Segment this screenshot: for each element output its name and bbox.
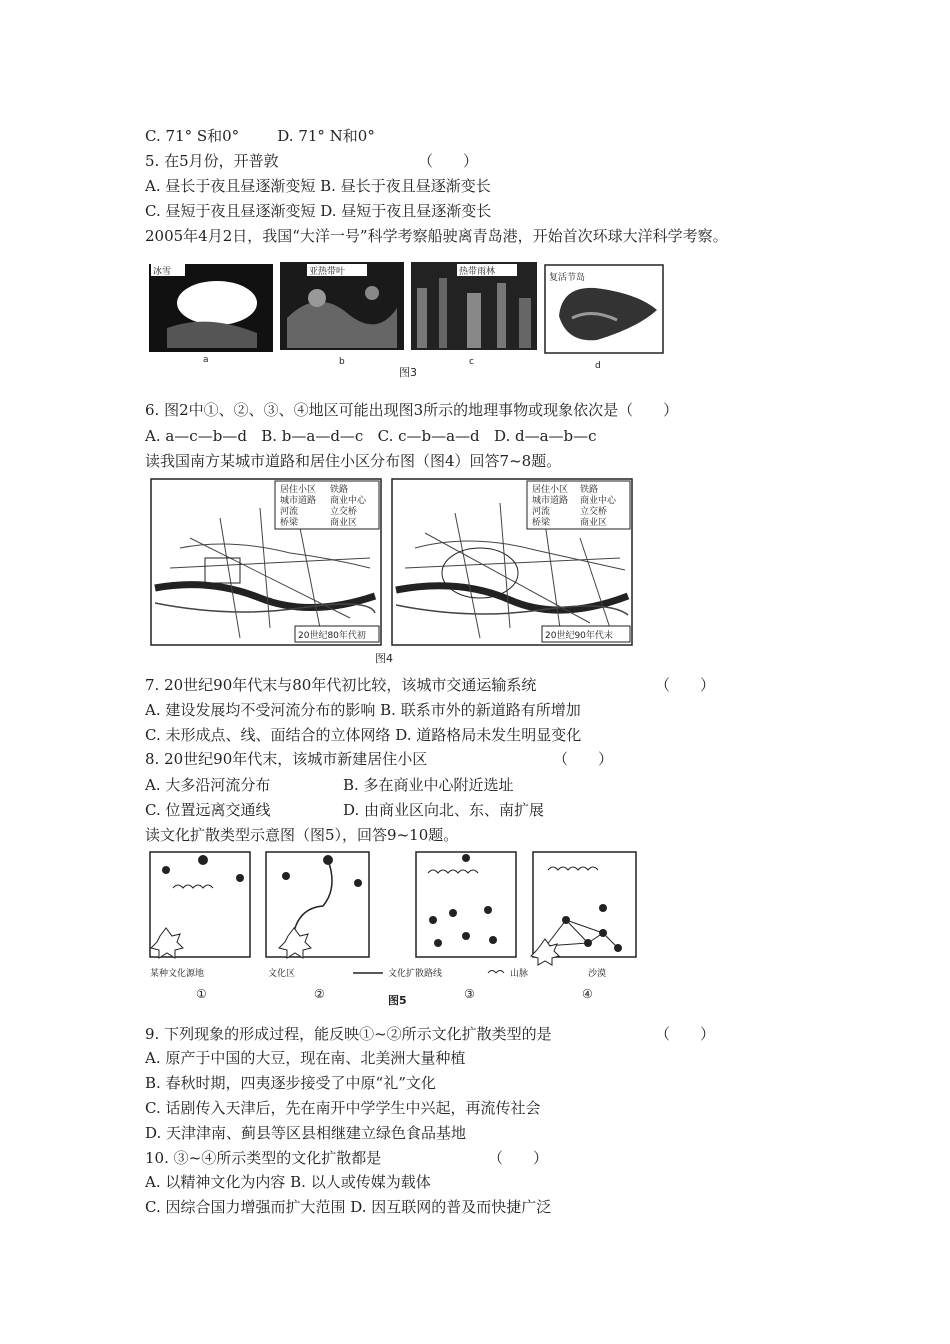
q9-answer-paren: （ ） bbox=[655, 1025, 716, 1043]
q6-options: A. a—c—b—d B. b—a—d—c C. c—b—a—d D. d—a—b—c bbox=[145, 427, 597, 445]
intro-city: 读我国南方某城市道路和居住小区分布图（图4）回答7~8题。 bbox=[145, 452, 562, 470]
fig5-caption: 图5 bbox=[388, 994, 407, 1007]
q9-option-c: C. 话剧传入天津后，先在南开中学学生中兴起，再流传社会 bbox=[145, 1099, 541, 1117]
fig4-legend-2: 城市道路 bbox=[280, 496, 317, 506]
fig5-legend-origin: 某种文化源地 bbox=[150, 969, 205, 979]
fig3-panel-a-title: 冰雪 bbox=[153, 267, 172, 277]
fig5-legend-mountain: 山脉 bbox=[510, 969, 529, 979]
fig5-panel-4 bbox=[531, 852, 636, 1001]
fig5-panel-2-number: ② bbox=[314, 987, 325, 1001]
q8-option-d: D. 由商业区向北、东、南扩展 bbox=[343, 801, 545, 819]
fig3-panel-b-title: 亚热带叶 bbox=[309, 267, 346, 277]
q10-stem: 10. ③~④所示类型的文化扩散都是 bbox=[145, 1149, 382, 1167]
fig3-panel-c bbox=[411, 262, 537, 367]
q8-option-b: B. 多在商业中心附近选址 bbox=[343, 776, 514, 794]
fig3-panel-d-title: 复活节岛 bbox=[549, 273, 586, 283]
q9-stem: 9. 下列现象的形成过程，能反映①~②所示文化扩散类型的是 bbox=[145, 1025, 552, 1043]
q8-answer-paren: （ ） bbox=[553, 750, 614, 768]
fig3-caption: 图3 bbox=[399, 366, 417, 379]
fig3-panel-b bbox=[280, 262, 404, 367]
fig4-map2-legend-6: 商业中心 bbox=[580, 496, 617, 506]
figure-3-panels bbox=[147, 258, 667, 380]
q7-options-ab: A. 建设发展均不受河流分布的影响 B. 联系市外的新道路有所增加 bbox=[145, 701, 581, 719]
intro-culture: 读文化扩散类型示意图（图5），回答9~10题。 bbox=[145, 826, 459, 844]
fig3-panel-c-title: 热带雨林 bbox=[459, 267, 496, 277]
q7-answer-paren: （ ） bbox=[655, 676, 716, 694]
figure-5 bbox=[148, 848, 643, 1016]
fig3-panel-a bbox=[149, 264, 273, 365]
fig4-legend-6: 商业中心 bbox=[330, 496, 367, 506]
fig5-legend-desert: 沙漠 bbox=[588, 969, 607, 979]
fig3-panel-d-letter: d bbox=[595, 361, 601, 371]
fig4-map2-legend-3: 河流 bbox=[532, 507, 551, 517]
figure-4-maps bbox=[150, 478, 640, 668]
q5-stem: 5. 在5月份，开普敦 bbox=[145, 152, 279, 170]
fig4-map2-legend-1: 居住小区 bbox=[532, 485, 569, 495]
q7-options-cd: C. 未形成点、线、面结合的立体网络 D. 道路格局未发生明显变化 bbox=[145, 726, 582, 744]
fig4-legend-5: 铁路 bbox=[330, 485, 349, 495]
q10-options-ab: A. 以精神文化为内容 B. 以人或传媒为载体 bbox=[145, 1173, 431, 1191]
q8-option-c: C. 位置远离交通线 bbox=[145, 801, 271, 819]
q4-options-cd: C. 71° S和0° D. 71° N和0° bbox=[145, 127, 375, 145]
fig3-panel-a-letter: a bbox=[203, 355, 209, 365]
q9-option-a: A. 原产于中国的大豆，现在南、北美洲大量种植 bbox=[145, 1049, 466, 1067]
fig5-panel-4-number: ④ bbox=[582, 987, 593, 1001]
fig3-panel-d bbox=[545, 265, 663, 371]
fig5-legend-region: 文化区 bbox=[268, 969, 296, 979]
fig5-panel-1-number: ① bbox=[196, 987, 207, 1001]
q5-options-cd: C. 昼短于夜且昼逐渐变短 D. 昼短于夜且昼逐渐变长 bbox=[145, 202, 492, 220]
fig3-panel-b-letter: b bbox=[339, 357, 345, 367]
fig4-legend-8: 商业区 bbox=[330, 518, 358, 528]
figure-5-diagram bbox=[148, 848, 643, 1016]
q8-option-a: A. 大多沿河流分布 bbox=[145, 776, 271, 794]
fig4-map-1990s bbox=[392, 479, 632, 645]
figure-4 bbox=[150, 478, 640, 668]
fig4-map1-label: 20世纪80年代初 bbox=[298, 631, 366, 641]
q7-stem: 7. 20世纪90年代末与80年代初比较，该城市交通运输系统 bbox=[145, 676, 537, 694]
fig4-map-1980s bbox=[151, 479, 381, 645]
intro-dayang: 2005年4月2日，我国“大洋一号”科学考察船驶离青岛港，开始首次环球大洋科学考察。 bbox=[145, 227, 728, 245]
q5-options-ab: A. 昼长于夜且昼逐渐变短 B. 昼长于夜且昼逐渐变长 bbox=[145, 177, 491, 195]
fig4-legend-4: 桥梁 bbox=[280, 518, 299, 528]
fig5-legend-route: 文化扩散路线 bbox=[388, 969, 443, 979]
fig4-legend-7: 立交桥 bbox=[330, 507, 358, 517]
fig4-map2-label: 20世纪90年代末 bbox=[545, 631, 613, 641]
q10-options-cd: C. 因综合国力增强而扩大范围 D. 因互联网的普及而快捷广泛 bbox=[145, 1198, 552, 1216]
fig4-map2-legend-7: 立交桥 bbox=[580, 507, 608, 517]
fig4-map2-legend-4: 桥梁 bbox=[532, 518, 551, 528]
fig4-legend-1: 居住小区 bbox=[280, 485, 317, 495]
q5-answer-paren: （ ） bbox=[418, 152, 479, 170]
fig4-caption: 图4 bbox=[375, 652, 393, 665]
figure-3 bbox=[147, 258, 667, 380]
q9-option-d: D. 天津津南、蓟县等区县相继建立绿色食品基地 bbox=[145, 1124, 467, 1142]
fig4-legend-3: 河流 bbox=[280, 507, 299, 517]
fig3-panel-c-letter: c bbox=[469, 357, 474, 367]
fig5-panel-3-number: ③ bbox=[464, 987, 475, 1001]
fig4-map2-legend-8: 商业区 bbox=[580, 518, 608, 528]
q8-stem: 8. 20世纪90年代末，该城市新建居住小区 bbox=[145, 750, 428, 768]
q6-stem: 6. 图2中①、②、③、④地区可能出现图3所示的地理事物或现象依次是（ ） bbox=[145, 401, 679, 419]
fig4-map2-legend-2: 城市道路 bbox=[532, 496, 569, 506]
q9-option-b: B. 春秋时期，四夷逐步接受了中原“礼”文化 bbox=[145, 1074, 436, 1092]
fig4-map2-legend-5: 铁路 bbox=[580, 485, 599, 495]
q10-answer-paren: （ ） bbox=[488, 1149, 549, 1167]
